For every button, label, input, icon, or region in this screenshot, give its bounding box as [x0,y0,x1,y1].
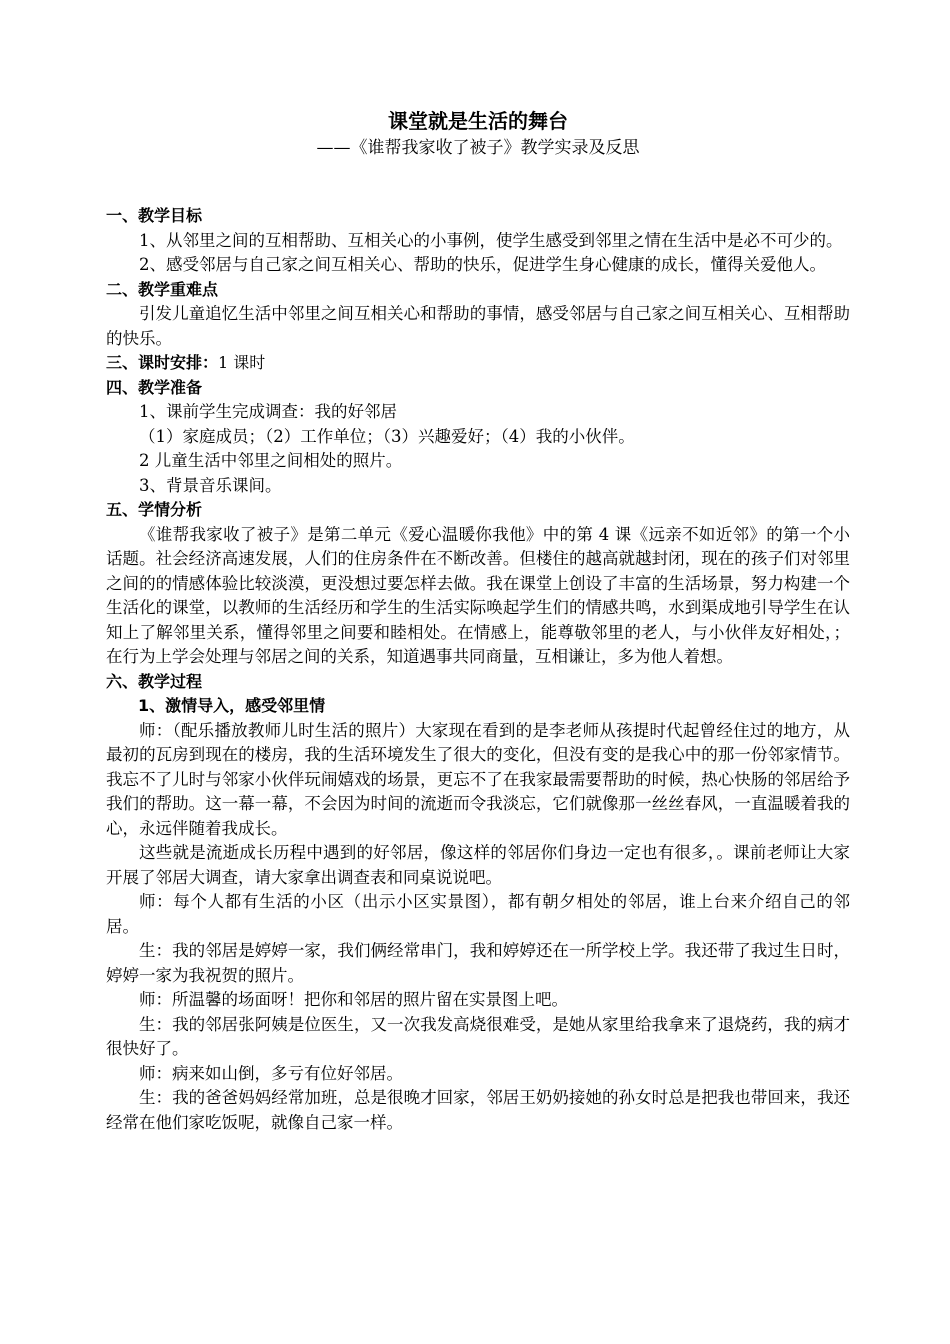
section-teaching-goals [106,204,850,278]
document-title: 课堂就是生活的舞台 [388,109,568,133]
paragraph: 师：病来如山倒，多亏有位好邻居。 [139,1063,403,1083]
section-heading-value: 1 课时 [218,353,266,372]
document-subtitle: ——《谁帮我家收了被子》教学实录及反思 [316,138,640,158]
paragraph: 1、课前学生完成调查：我的好邻居 [139,402,397,421]
paragraph: 2 儿童生活中邻里之间相处的照片。 [139,451,403,470]
section-key-points [106,278,850,352]
subsection-heading: 1、激情导入，感受邻里情 [138,696,326,715]
paragraph: 师：（配乐播放教师儿时生活的照片）大家现在看到的是李老师从孩提时代起曾经住过的地方，从最初的瓦房到现在的楼房，我的生活环境发生了很大的变化，但没有变的是我心中的那一份邻家情节。我忘不了儿时与邻家小伙伴玩闹嬉戏的场景，更忘不了在我家最需要帮助的时候，热心快肠的邻居给予我们的帮助。这一幕一幕，不会因为时间的流逝而令我淡忘，它们就像那一丝丝春风，一直温暖着我的心，永远伴随着我成长。 [106,720,850,838]
paragraph: 《谁帮我家收了被子》是第二单元《爱心温暖你我他》中的第 4 课《远亲不如近邻》的第一个小话题。社会经济高速发展，人们的住房条件在不断改善。但楼住的越高就越封闭，现在的孩子们对邻里之间的的情感体验比较淡漠，更没想过要怎样去做。我在课堂上创设了丰富的生活场景，努力构建一个生活化的课堂，以教师的生活经历和学生的生活实际唤起学生们的情感共鸣，水到渠成地引导学生在认知上了解邻里关系，懂得邻里之间要和睦相处。在情感上，能尊敬邻里的老人，与小伙伴友好相处，；在行为上学会处理与邻居之间的关系，知道遇事共同商量，互相谦让，多为他人着想。 [106,524,850,666]
paragraph: 2、感受邻居与自己家之间互相关心、帮助的快乐，促进学生身心健康的成长，懂得关爱他人。 [139,255,826,274]
paragraph: 引发儿童追忆生活中邻里之间互相关心和帮助的事情，感受邻居与自己家之间互相关心、互相帮助的快乐。 [106,304,850,348]
paragraph: 这些就是流逝成长历程中遇到的好邻居，像这样的邻居你们身边一定也有很多，。课前老师让大家开展了邻居大调查，请大家拿出调查表和同桌说说吧。 [106,843,850,887]
section-heading: 二、教学重难点 [106,279,219,299]
section-preparation [106,376,850,499]
section-heading [106,351,850,376]
section-heading: 一、教学目标 [106,206,203,225]
paragraph: 师：所温馨的场面呀！把你和邻居的照片留在实景图上吧。 [139,990,568,1009]
section-heading: 四、教学准备 [106,377,203,397]
paragraph: 师：每个人都有生活的小区（出示小区实景图），都有朝夕相处的邻居，谁上台来介绍自己的邻居。 [106,892,850,936]
section-schedule [106,351,850,376]
paragraph: 生：我的邻居张阿姨是位医生，又一次我发高烧很难受，是她从家里给我拿来了退烧药，我的病才很快好了。 [106,1014,850,1058]
section-heading: 五、学情分析 [106,500,203,519]
paragraph: 1、从邻里之间的互相帮助、互相关心的小事例，使学生感受到邻里之情在生活中是必不可少的。 [139,230,843,250]
paragraph: （1）家庭成员；（2）工作单位；（3）兴趣爱好；（4）我的小伙伴。 [139,426,635,446]
paragraph: 生：我的爸爸妈妈经常加班，总是很晚才回家，邻居王奶奶接她的孙女时总是把我也带回来，我还经常在他们家吃饭呢，就像自己家一样。 [106,1088,850,1132]
section-teaching-process [106,670,850,1136]
section-student-analysis [106,498,850,670]
paragraph: 生：我的邻居是婷婷一家，我们俩经常串门，我和婷婷还在一所学校上学。我还带了我过生日时，婷婷一家为我祝贺的照片。 [106,941,850,985]
section-heading-label: 三、课时安排： [106,353,219,372]
paragraph: 3、背景音乐课间。 [139,475,282,495]
section-heading: 六、教学过程 [106,671,203,691]
